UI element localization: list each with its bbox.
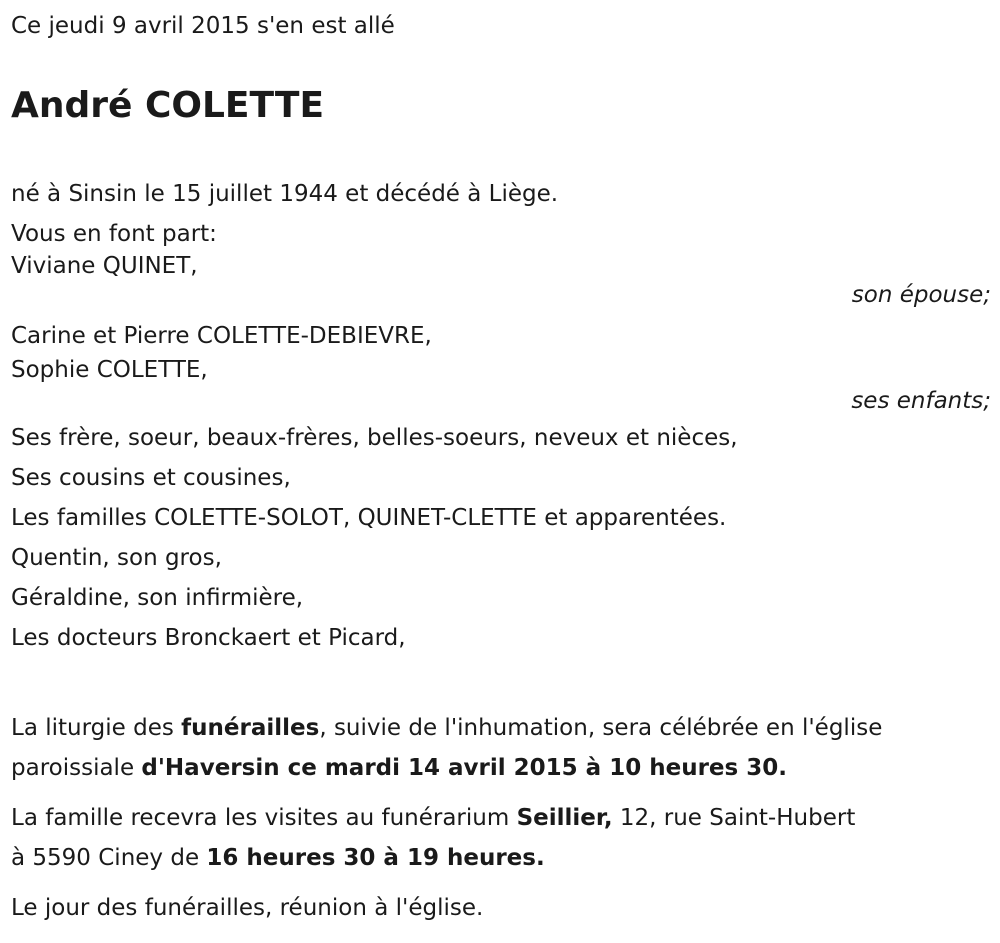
visits-line-1: La famille recevra les visites au funérarium Seillier, 12, rue Saint-Hubert bbox=[11, 805, 856, 831]
announce-line: Vous en font part: bbox=[11, 221, 217, 247]
birth-death-line: né à Sinsin le 15 juillet 1944 et décédé à Liège. bbox=[11, 181, 559, 207]
funeral-line-1: La liturgie des funérailles, suivie de l'inhumation, sera célébrée en l'église bbox=[11, 715, 883, 741]
deceased-name: André COLETTE bbox=[11, 85, 325, 126]
intro-text: Ce jeudi 9 avril 2015 s'en est allé bbox=[11, 13, 395, 39]
spouse-name: Viviane QUINET, bbox=[11, 253, 198, 279]
funeral-line-2: paroissiale d'Haversin ce mardi 14 avril 2015 à 10 heures 30. bbox=[11, 755, 787, 781]
children-role: ses enfants; bbox=[851, 388, 991, 414]
child-name: Carine et Pierre COLETTE-DEBIEVRE, bbox=[11, 323, 432, 349]
family-line: Les docteurs Bronckaert et Picard, bbox=[11, 625, 406, 651]
family-line: Les familles COLETTE-SOLOT, QUINET-CLETTE et apparentées. bbox=[11, 505, 727, 531]
family-line: Ses cousins et cousines, bbox=[11, 465, 291, 491]
family-line: Quentin, son gros, bbox=[11, 545, 222, 571]
child-name: Sophie COLETTE, bbox=[11, 357, 208, 383]
spouse-role: son épouse; bbox=[851, 282, 991, 308]
visits-line-2: à 5590 Ciney de 16 heures 30 à 19 heures. bbox=[11, 845, 545, 871]
visits-info bbox=[11, 798, 1000, 878]
family-line: Ses frère, soeur, beaux-frères, belles-soeurs, neveux et nièces, bbox=[11, 425, 738, 451]
announcement-body bbox=[11, 174, 991, 658]
gathering-line: Le jour des funérailles, réunion à l'église. bbox=[11, 895, 484, 921]
family-line: Géraldine, son infirmière, bbox=[11, 585, 304, 611]
funeral-info bbox=[11, 708, 1000, 788]
